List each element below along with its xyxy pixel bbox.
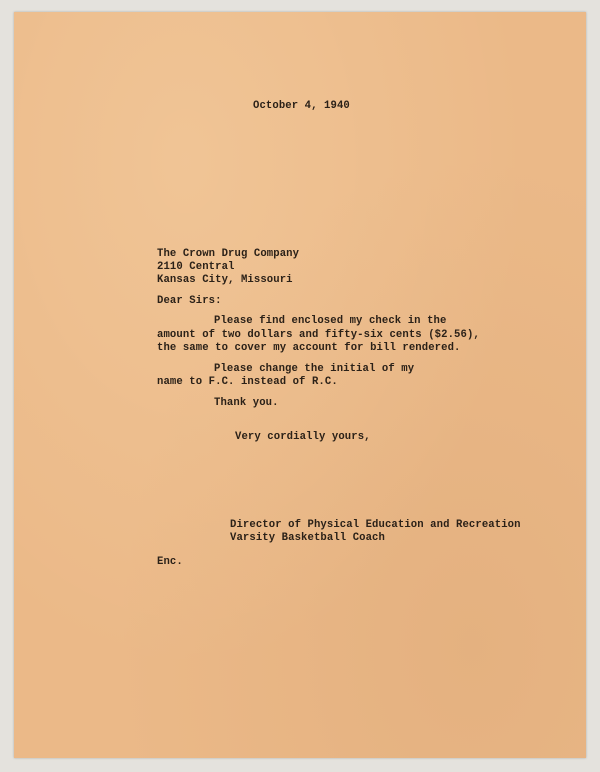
body-line: name to F.C. instead of R.C. bbox=[157, 376, 338, 388]
signature-title: Director of Physical Education and Recreation bbox=[230, 519, 521, 531]
letter-date: October 4, 1940 bbox=[253, 100, 350, 112]
body-line: Please change the initial of my bbox=[214, 363, 415, 375]
closing: Very cordially yours, bbox=[235, 431, 371, 443]
thanks-line: Thank you. bbox=[214, 397, 279, 409]
signature-subtitle: Varsity Basketball Coach bbox=[230, 532, 385, 544]
body-line: amount of two dollars and fifty-six cents ($2.56), bbox=[157, 329, 480, 341]
recipient-street: 2110 Central bbox=[157, 261, 235, 273]
recipient-name: The Crown Drug Company bbox=[157, 248, 300, 260]
body-line: Please find enclosed my check in the bbox=[214, 315, 447, 327]
salutation: Dear Sirs: bbox=[157, 295, 222, 307]
enclosure-note: Enc. bbox=[157, 556, 183, 568]
body-line: the same to cover my account for bill rendered. bbox=[157, 342, 461, 354]
recipient-city: Kansas City, Missouri bbox=[157, 274, 293, 286]
